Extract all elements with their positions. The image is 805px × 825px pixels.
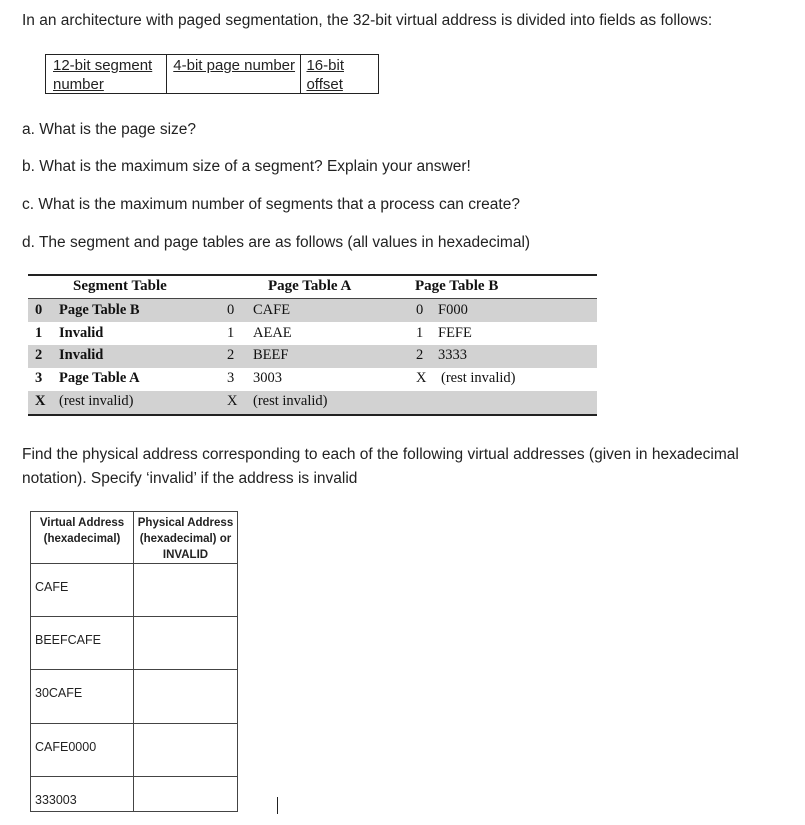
segment-index: 1 xyxy=(35,325,43,341)
page-a-frame: BEEF xyxy=(253,347,289,363)
text-cursor xyxy=(277,797,278,814)
answer-table xyxy=(30,511,238,812)
physical-address-cell[interactable] xyxy=(134,777,238,812)
page-b-index: X xyxy=(416,370,427,386)
page-b-frame: FEFE xyxy=(438,325,472,341)
intro-text: In an architecture with paged segmentation, the 32-bit virtual address is divided into fields as follows: xyxy=(22,12,713,29)
virtual-address-cell: BEEFCAFE xyxy=(31,617,134,670)
page-b-frame: (rest invalid) xyxy=(441,370,516,386)
page-b-frame: 3333 xyxy=(438,347,467,363)
virtual-address-cell: CAFE xyxy=(31,564,134,617)
page-b-index: 1 xyxy=(416,325,424,341)
page-a-frame: CAFE xyxy=(253,302,291,318)
page-b-frame: F000 xyxy=(438,302,468,318)
page-a-frame: AEAE xyxy=(253,325,292,341)
segment-table-title: Segment Table xyxy=(73,278,167,294)
offset-field: 16-bit offset xyxy=(306,57,344,93)
page-b-index: 2 xyxy=(416,347,424,363)
page-a-index: 1 xyxy=(227,325,235,341)
physical-address-cell[interactable] xyxy=(134,617,238,670)
row-band xyxy=(28,345,597,368)
page-table-b-title: Page Table B xyxy=(415,278,499,294)
question-b: b. What is the maximum size of a segment? Explain your answer! xyxy=(22,158,471,175)
segment-entry: Invalid xyxy=(59,347,104,363)
instructions-text: Find the physical address corresponding to each of the following virtual addresses (given in hexadecimal notation). Specify ‘invalid’ if the address is invalid xyxy=(22,446,739,487)
page-a-index: 0 xyxy=(227,302,235,318)
question-a: a. What is the page size? xyxy=(22,121,197,138)
virtual-address-cell: 333003 xyxy=(31,777,134,812)
segment-entry: Invalid xyxy=(59,325,104,341)
page-a-frame: 3003 xyxy=(253,370,282,386)
segment-entry: Page Table A xyxy=(59,370,140,386)
segment-index: 3 xyxy=(35,370,43,386)
question-d: d. The segment and page tables are as follows (all values in hexadecimal) xyxy=(22,234,531,251)
page-a-frame: (rest invalid) xyxy=(253,393,328,409)
segment-entry: (rest invalid) xyxy=(59,393,134,409)
segment-index: 2 xyxy=(35,347,43,363)
page-a-index: 2 xyxy=(227,347,235,363)
question-c: c. What is the maximum number of segments that a process can create? xyxy=(22,196,520,213)
page-table-a-title: Page Table A xyxy=(268,278,352,294)
physical-address-cell[interactable] xyxy=(134,724,238,777)
virtual-address-header: Virtual Address (hexadecimal) xyxy=(31,512,134,564)
virtual-address-cell: CAFE0000 xyxy=(31,724,134,777)
physical-address-header: Physical Address (hexadecimal) or INVALID xyxy=(134,512,238,564)
header-rule xyxy=(28,298,597,299)
segment-number-field: 12-bit segment number xyxy=(46,55,167,93)
page-a-index: 3 xyxy=(227,370,235,386)
page-b-index: 0 xyxy=(416,302,424,318)
page-a-index: X xyxy=(227,393,238,409)
bottom-rule xyxy=(28,414,597,416)
physical-address-cell[interactable] xyxy=(134,670,238,724)
address-format-box xyxy=(45,54,379,94)
segment-entry: Page Table B xyxy=(59,302,140,318)
page-number-field: 4-bit page number xyxy=(167,55,301,93)
segment-index: 0 xyxy=(35,302,43,318)
physical-address-cell[interactable] xyxy=(134,564,238,617)
segment-index: X xyxy=(35,393,46,409)
virtual-address-cell: 30CAFE xyxy=(31,670,134,724)
